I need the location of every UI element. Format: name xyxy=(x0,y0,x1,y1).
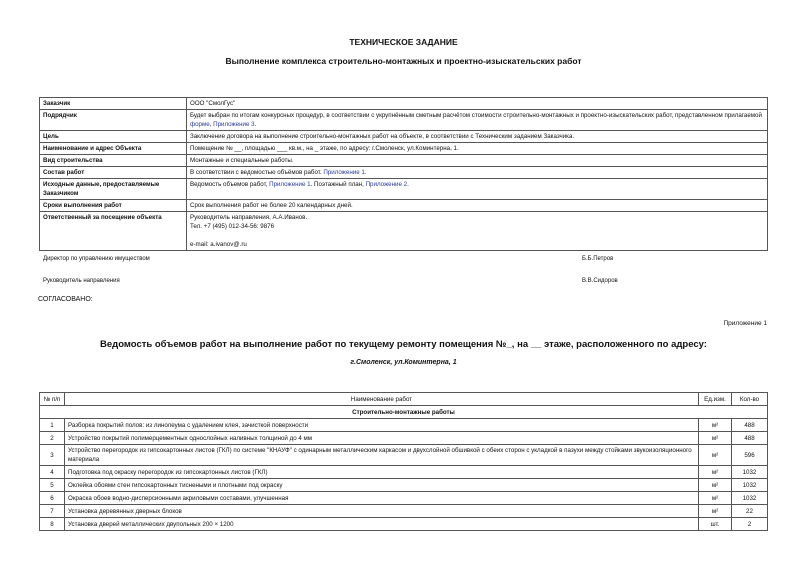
spec-value xyxy=(187,212,768,251)
quantity: 596 xyxy=(732,445,768,466)
unit: шт. xyxy=(699,518,732,531)
work-name: Оклейка обоями стен гипсокартонных тиснеными и плотными под окраску xyxy=(65,479,699,492)
spec-text: . xyxy=(364,169,367,176)
spec-row xyxy=(40,200,768,212)
appendix-link[interactable]: Приложение 1 xyxy=(269,181,311,188)
contact-line: Тел. +7 (495) 012-34-56: 9876 xyxy=(190,223,275,230)
work-name: Установка деревянных дверных блоков xyxy=(65,505,699,518)
work-name: Подготовка под окраску перегородок из гипсокартонных листов (ГКЛ) xyxy=(65,466,699,479)
spec-row xyxy=(40,167,768,179)
signature-name-2: В.В.Сидоров xyxy=(582,278,618,284)
spec-text: В соответствии с ведомостью объёмов работ. xyxy=(190,169,324,176)
works-table xyxy=(39,392,768,531)
spec-key: Исходные данные, предоставляемые Заказчиком xyxy=(40,179,187,200)
signature-name-1: Б.Б.Петров xyxy=(582,256,614,262)
appendix-link[interactable]: форме xyxy=(190,121,210,128)
col-name-header: Наименование работ xyxy=(65,393,699,406)
spec-key: Состав работ xyxy=(40,167,187,179)
signature-role-2: Руководитель направления xyxy=(43,278,120,284)
quantity: 22 xyxy=(732,505,768,518)
spec-text: Помещение № __, площадью ___ кв.м., на _ этаже, по адресу: г.Смоленск, ул.Коминтерна, 1. xyxy=(190,145,459,152)
works-title: Ведомость объемов работ на выполнение работ по текущему ремонту помещения №_, на __ этаже, расположенного по адресу: xyxy=(100,339,707,350)
spec-key: Сроки выполнения работ xyxy=(40,200,187,212)
section-row xyxy=(40,406,768,419)
unit: м² xyxy=(699,432,732,445)
spec-text: Ведомость объемов работ, xyxy=(190,181,270,188)
spec-text: Срок выполнения работ не более 20 календарных дней. xyxy=(190,202,353,209)
spec-table xyxy=(39,97,768,251)
row-number: 1 xyxy=(40,419,65,432)
spec-row xyxy=(40,143,768,155)
col-qty-header: Кол-во xyxy=(732,393,768,406)
row-number: 8 xyxy=(40,518,65,531)
spec-value xyxy=(187,98,768,110)
unit: м² xyxy=(699,445,732,466)
work-name: Устройство покрытий полимерцементных однослойных наливных толщиной до 4 мм xyxy=(65,432,699,445)
quantity: 2 xyxy=(732,518,768,531)
spec-row xyxy=(40,155,768,167)
unit: м² xyxy=(699,505,732,518)
row-number: 4 xyxy=(40,466,65,479)
table-row xyxy=(40,505,768,518)
appendix-label: Приложение 1 xyxy=(723,320,767,327)
spec-value xyxy=(187,200,768,212)
unit: м² xyxy=(699,479,732,492)
spec-key: Подрядчик xyxy=(40,110,187,131)
spec-key: Вид строительства xyxy=(40,155,187,167)
appendix-link[interactable]: Приложение 1 xyxy=(323,169,365,176)
spec-text: . xyxy=(254,121,257,128)
work-name: Установка дверей металлических двупольных 200 × 1200 xyxy=(65,518,699,531)
quantity: 1032 xyxy=(732,479,768,492)
work-name: Окраска обоев водно-дисперсионными акриловыми составами, улучшенная xyxy=(65,492,699,505)
table-row xyxy=(40,518,768,531)
work-name: Устройство перегородок из гипсокартонных листов (ГКЛ) по системе "КНАУФ" с одинарным металлическим каркасом и двухслойной обшивкой с обеих сторон с укладкой в пазухи между стойками звукоизоляционного материала xyxy=(65,445,699,466)
row-number: 5 xyxy=(40,479,65,492)
appendix-link[interactable]: Приложение 3 xyxy=(213,121,255,128)
spec-text: . Поэтажный план, xyxy=(310,181,366,188)
quantity: 488 xyxy=(732,419,768,432)
spec-key: Заказчик xyxy=(40,98,187,110)
spec-row xyxy=(40,110,768,131)
row-number: 6 xyxy=(40,492,65,505)
spec-key: Ответственный за посещение объекта xyxy=(40,212,187,251)
spec-row xyxy=(40,131,768,143)
table-row xyxy=(40,492,768,505)
quantity: 1032 xyxy=(732,466,768,479)
spec-row xyxy=(40,212,768,251)
spec-text: , xyxy=(209,121,214,128)
unit: м² xyxy=(699,466,732,479)
spec-key: Цель xyxy=(40,131,187,143)
quantity: 1032 xyxy=(732,492,768,505)
spec-value xyxy=(187,131,768,143)
header-row xyxy=(40,393,768,406)
spec-row xyxy=(40,179,768,200)
spec-text: Заключение договора на выполнение строительно-монтажных работ на объекте, в соответствии с Техническим заданием Заказчика. xyxy=(190,133,575,140)
unit: м² xyxy=(699,419,732,432)
work-name: Разборка покрытий полов: из линолеума с удалением клея, зачисткой поверхности xyxy=(65,419,699,432)
signature-role-1: Директор по управлению имуществом xyxy=(43,256,150,262)
unit: м² xyxy=(699,492,732,505)
col-number-header: № п/п xyxy=(40,393,65,406)
spec-value xyxy=(187,179,768,200)
spec-value xyxy=(187,155,768,167)
table-row xyxy=(40,419,768,432)
agreed-label: СОГЛАСОВАНО: xyxy=(38,296,93,303)
contact-line: Руководитель направления, А.А.Иванов. xyxy=(190,214,308,221)
spec-value xyxy=(187,110,768,131)
spec-key: Наименование и адрес Объекта xyxy=(40,143,187,155)
spec-row xyxy=(40,98,768,110)
spec-text: Будет выбран по итогам конкурсных процедур, в соответствии с укрупнённым сметным расчётом стоимости строительно-монтажных и проектно-изыскательских работ, представленном прилагаемой xyxy=(190,112,762,119)
spec-text: . xyxy=(407,181,409,188)
table-row xyxy=(40,466,768,479)
appendix-link[interactable]: Приложение 2 xyxy=(365,181,408,188)
spec-value xyxy=(187,143,768,155)
contact-line: e-mail: a.ivanov@.ru xyxy=(190,241,247,248)
doc-subtitle: Выполнение комплекса строительно-монтажных и проектно-изыскательских работ xyxy=(225,56,582,66)
col-unit-header: Ед.изм. xyxy=(699,393,732,406)
row-number: 3 xyxy=(40,445,65,466)
spec-value xyxy=(187,167,768,179)
works-address: г.Смоленск, ул.Коминтерна, 1 xyxy=(350,359,457,366)
row-number: 2 xyxy=(40,432,65,445)
row-number: 7 xyxy=(40,505,65,518)
section-label: Строительно-монтажные работы xyxy=(40,406,768,419)
table-row xyxy=(40,432,768,445)
table-row xyxy=(40,479,768,492)
table-row xyxy=(40,445,768,466)
doc-title: ТЕХНИЧЕСКОЕ ЗАДАНИЕ xyxy=(349,37,458,47)
quantity: 488 xyxy=(732,432,768,445)
spec-text: Монтажные и специальные работы. xyxy=(190,157,294,164)
spec-text: ООО "СмолГус" xyxy=(190,100,236,107)
